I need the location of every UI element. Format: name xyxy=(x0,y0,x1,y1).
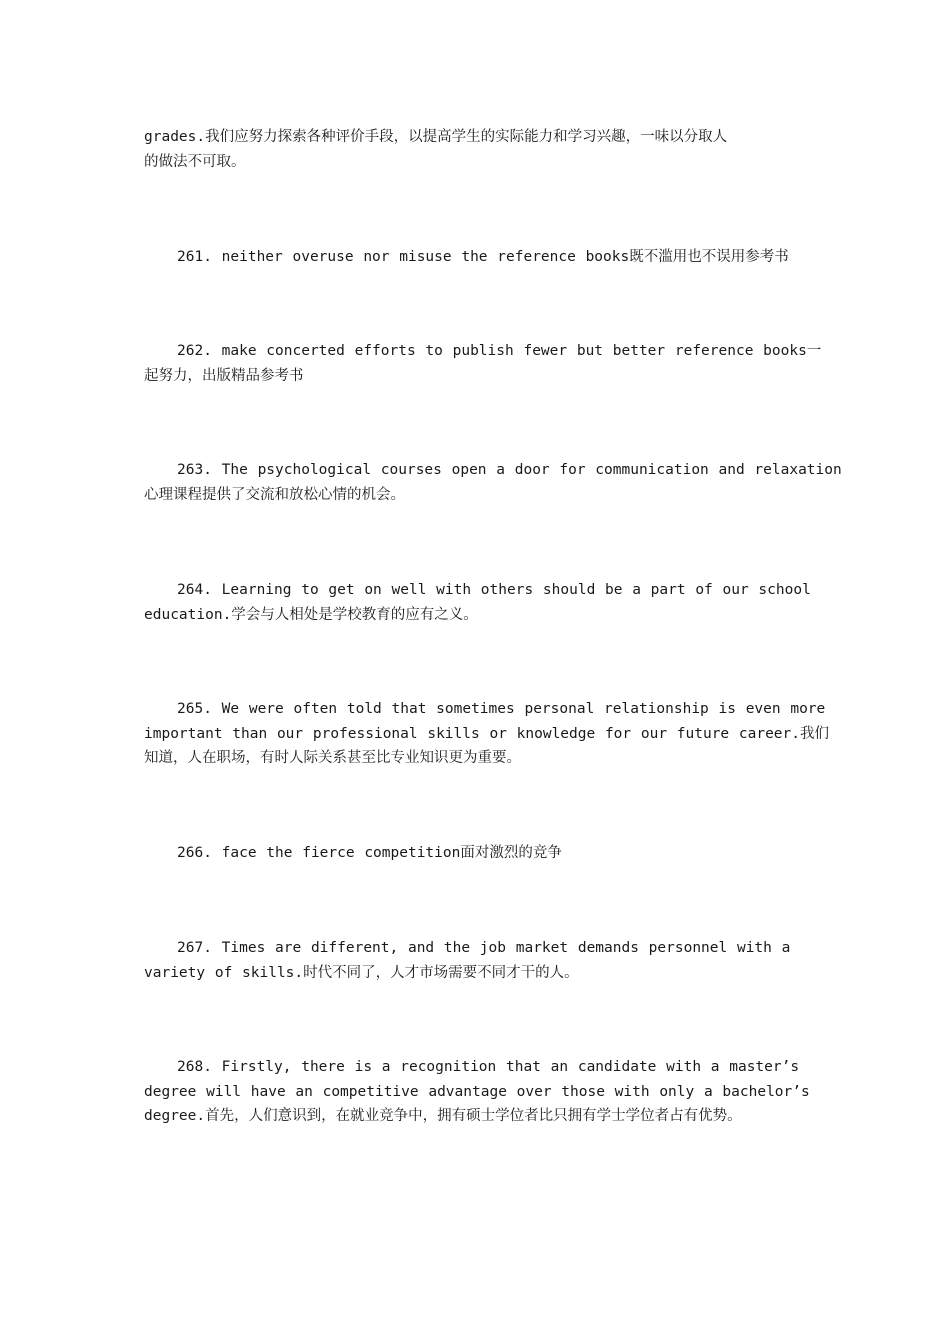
paragraph-267 xyxy=(144,936,824,985)
paragraph-line: 267. Times are different, and the job market demands personnel with a xyxy=(177,940,791,956)
paragraph-line: degree will have an competitive advantage over those with only a bachelor’s xyxy=(144,1083,810,1100)
paragraph-264 xyxy=(144,578,824,627)
paragraph-263 xyxy=(144,458,842,507)
paragraph-268 xyxy=(144,1055,824,1129)
paragraph-line: education.学会与人相处是学校教育的应有之义。 xyxy=(144,606,478,623)
paragraph-grades xyxy=(144,125,824,174)
paragraph-261 xyxy=(144,245,824,270)
paragraph-line: 262. make concerted efforts to publish fewer but better reference books一 xyxy=(177,343,822,359)
paragraph-line: 261. neither overuse nor misuse the reference books既不滥用也不误用参考书 xyxy=(177,249,789,265)
paragraph-line: 的做法不可取。 xyxy=(144,153,246,170)
paragraph-line: 知道，人在职场，有时人际关系甚至比专业知识更为重要。 xyxy=(144,750,521,766)
paragraph-line: 266. face the fierce competition面对激烈的竞争 xyxy=(177,845,562,861)
paragraph-line: 268. Firstly, there is a recognition that an candidate with a master’s xyxy=(177,1059,800,1075)
paragraph-266 xyxy=(144,841,824,866)
paragraph-line: degree.首先，人们意识到，在就业竞争中，拥有硕士学位者比只拥有学士学位者占有优势。 xyxy=(144,1108,742,1124)
paragraph-line: 心理课程提供了交流和放松心情的机会。 xyxy=(144,486,405,503)
paragraph-line: 264. Learning to get on well with others should be a part of our school xyxy=(177,582,811,598)
paragraph-262 xyxy=(144,339,824,388)
paragraph-265 xyxy=(144,697,830,771)
paragraph-line: important than our professional skills or knowledge for our future career.我们 xyxy=(144,725,830,742)
paragraph-line: 265. We were often told that sometimes personal relationship is even more xyxy=(177,701,826,717)
paragraph-line: 263. The psychological courses open a door for communication and relaxation xyxy=(177,462,842,478)
paragraph-line: 起努力，出版精品参考书 xyxy=(144,367,304,384)
paragraph-line: variety of skills.时代不同了，人才市场需要不同才干的人。 xyxy=(144,964,579,981)
paragraph-line: grades.我们应努力探索各种评价手段，以提高学生的实际能力和学习兴趣，一味以分取人 xyxy=(144,129,728,145)
